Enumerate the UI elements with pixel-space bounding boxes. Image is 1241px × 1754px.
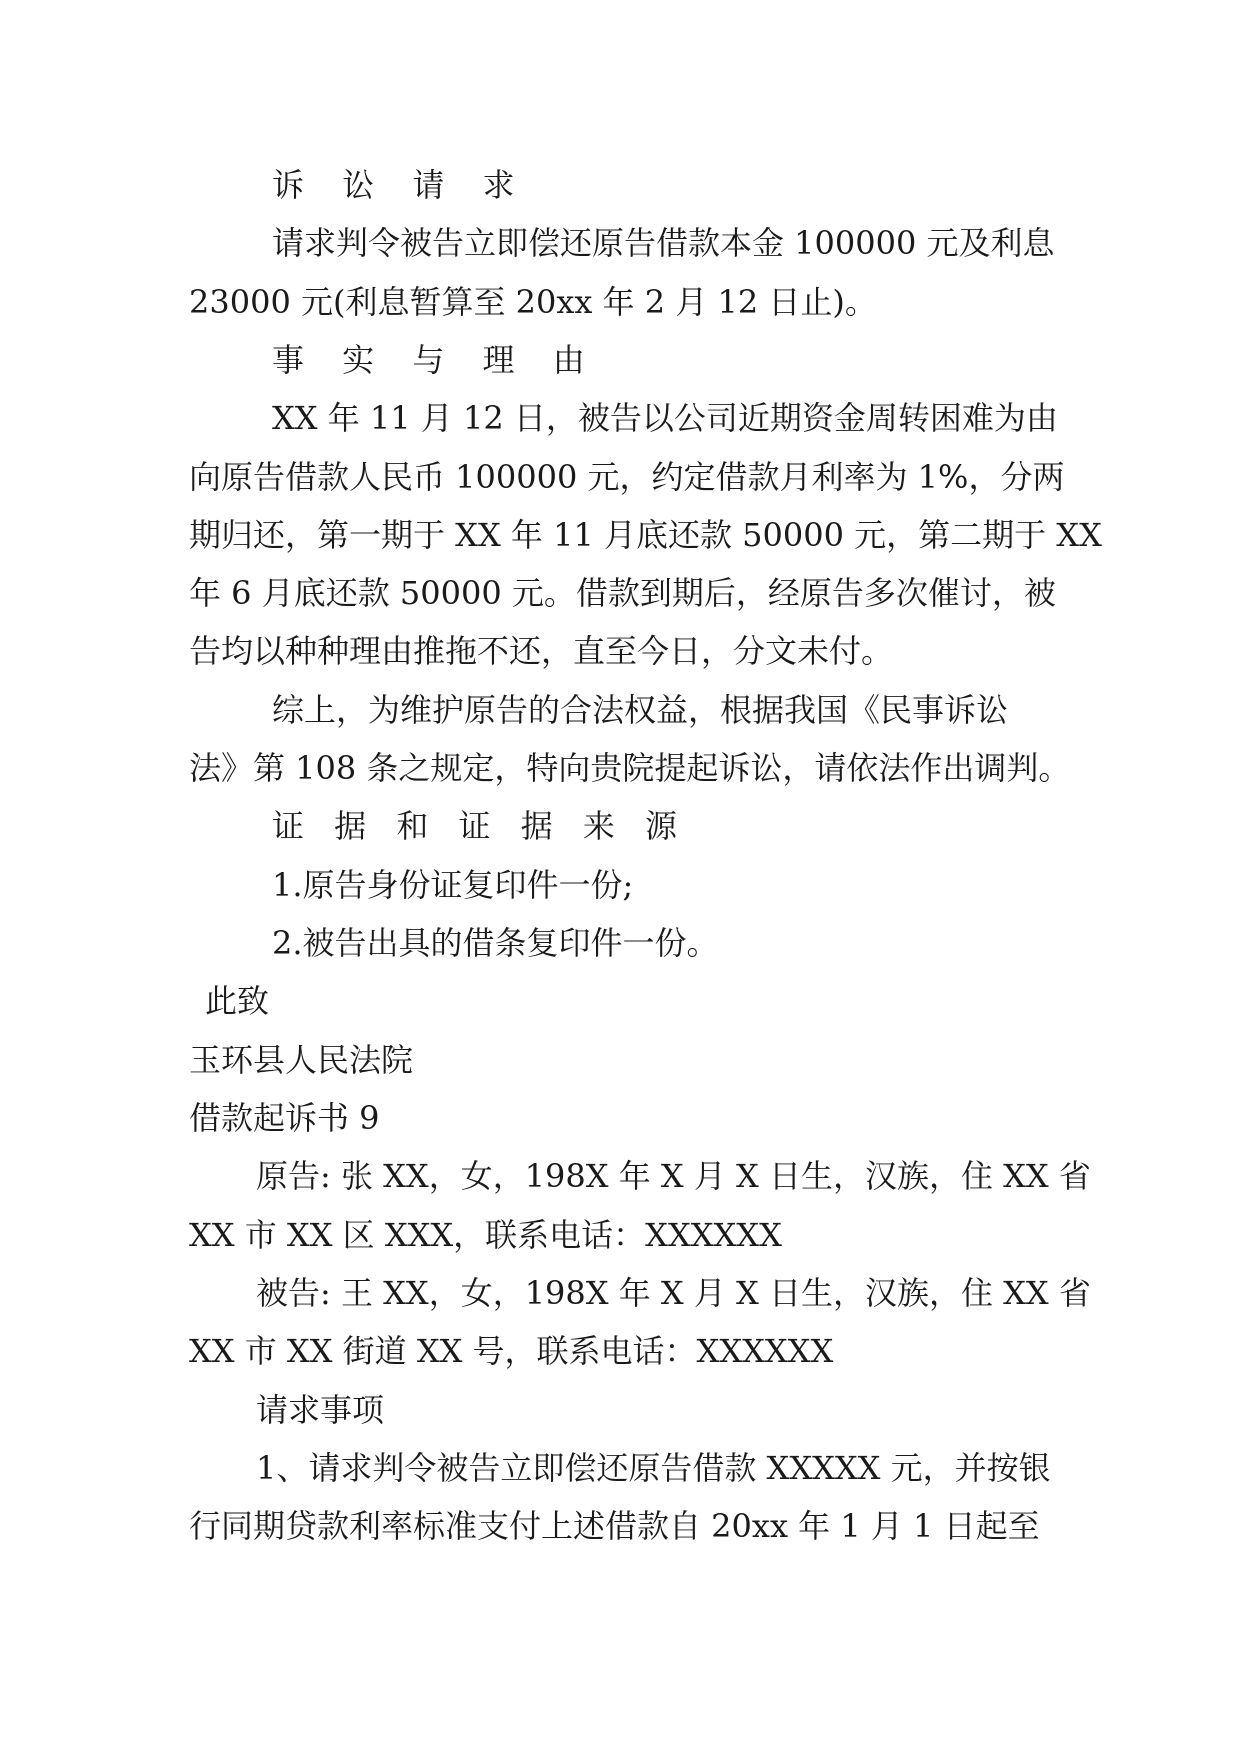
facts-line-1: XX 年 11 月 12 日，被告以公司近期资金周转困难为由 xyxy=(272,399,1058,437)
heading-requests: 请求事项 xyxy=(256,1391,385,1429)
defendant-line-2: XX 市 XX 街道 XX 号，联系电话：XXXXXX xyxy=(189,1332,834,1370)
heading-facts: 事 实 与 理 由 xyxy=(272,341,599,379)
evidence-item-1: 1.原告身份证复印件一份; xyxy=(272,866,634,904)
evidence-item-2: 2.被告出具的借条复印件一份。 xyxy=(272,924,719,962)
claims-line-1: 请求判令被告立即偿还原告借款本金 100000 元及利息 xyxy=(272,224,1055,262)
request-line-2: 行同期贷款利率标准支付上述借款自 20xx 年 1 月 1 日起至 xyxy=(189,1507,1040,1545)
summary-line-2: 法》第 108 条之规定，特向贵院提起诉讼，请依法作出调判。 xyxy=(189,749,1071,787)
facts-line-3: 期归还，第一期于 XX 年 11 月底还款 50000 元，第二期于 XX xyxy=(189,516,1102,554)
plaintiff-line-1: 原告: 张 XX，女，198X 年 X 月 X 日生，汉族，住 XX 省 xyxy=(256,1157,1091,1195)
heading-evidence: 证 据 和 证 据 来 源 xyxy=(272,807,688,845)
claims-line-2: 23000 元(利息暂算至 20xx 年 2 月 12 日止)。 xyxy=(189,283,877,321)
next-document-title: 借款起诉书 9 xyxy=(189,1099,380,1137)
heading-claims: 诉 讼 请 求 xyxy=(272,166,529,204)
summary-line-1: 综上，为维护原告的合法权益，根据我国《民事诉讼 xyxy=(272,691,1009,729)
request-line-1: 1、请求判令被告立即偿还原告借款 XXXXX 元，并按银 xyxy=(256,1449,1051,1487)
defendant-line-1: 被告: 王 XX，女，198X 年 X 月 X 日生，汉族，住 XX 省 xyxy=(256,1274,1091,1312)
facts-line-5: 告均以种种理由推拖不还，直至今日，分文未付。 xyxy=(189,632,894,670)
plaintiff-line-2: XX 市 XX 区 XXX，联系电话：XXXXXX xyxy=(189,1216,782,1254)
facts-line-2: 向原告借款人民币 100000 元，约定借款月利率为 1%，分两 xyxy=(189,458,1065,496)
court-name: 玉环县人民法院 xyxy=(189,1041,414,1079)
closing-salutation: 此致 xyxy=(205,982,270,1020)
facts-line-4: 年 6 月底还款 50000 元。借款到期后，经原告多次催讨，被 xyxy=(189,574,1056,612)
